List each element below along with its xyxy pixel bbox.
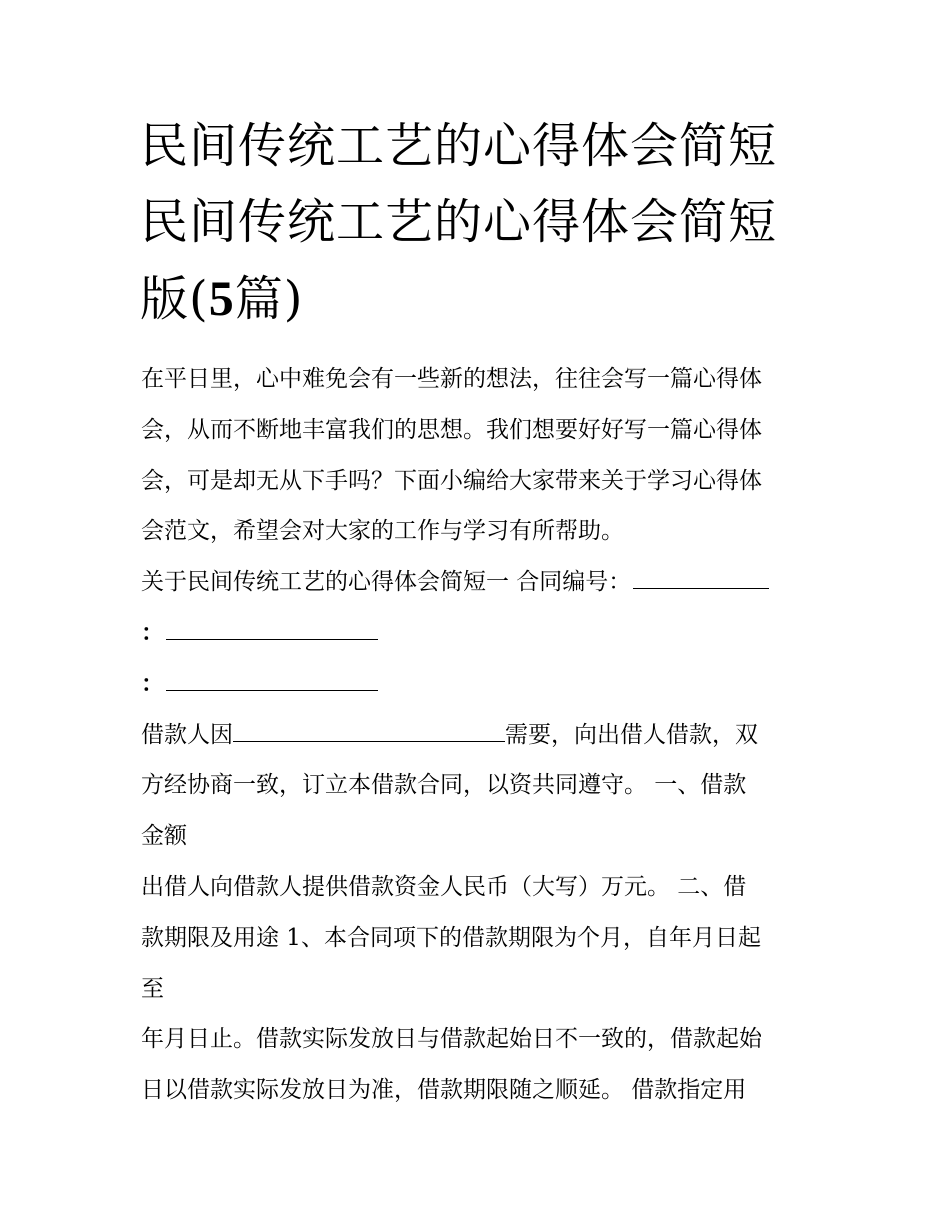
title-line-3-suffix: 篇) [234,271,304,327]
intro-line-3: 会，可是却无从下手吗？下面小编给大家带来关于学习心得体 [141,467,762,494]
title-line-2: 民间传统工艺的心得体会简短 [140,194,778,250]
term-line: 款期限及用途 1、本合同项下的借款期限为个月，自年月日起 [141,924,761,951]
to-line: 至 [141,975,164,1002]
party-b-line [141,659,821,710]
end-line: 年月日止。借款实际发放日与借款起始日不一致的，借款起始 [141,1026,762,1053]
borrower-purpose-line [141,710,821,761]
section-heading: 关于民间传统工艺的心得体会简短一 合同编号： [141,569,632,596]
party-a-blank [166,621,378,640]
borrower-suffix: 需要，向出借人借款，双 [505,721,758,748]
last-line: 日以借款实际发放日为准，借款期限随之顺延。 借款指定用 [141,1077,747,1104]
agreement-line: 方经协商一致，订立本借款合同，以资共同遵守。 一、借款 [141,772,747,799]
title-line-3 [140,260,840,337]
borrower-prefix: 借款人因 [141,721,233,748]
party-a-line [141,608,821,659]
intro-line-4: 会范文，希望会对大家的工作与学习有所帮助。 [141,518,624,545]
party-b-colon: ： [141,669,164,697]
amount-heading-line: 金额 [141,823,187,850]
title-line-3-prefix: 版( [140,271,209,327]
party-a-colon: ： [141,618,164,646]
party-b-blank [166,672,378,691]
intro-line-2: 会，从而不断地丰富我们的思想。我们想要好好写一篇心得体 [141,416,762,443]
title-count: 5 [208,270,235,326]
purpose-blank [233,723,505,742]
provide-line: 出借人向借款人提供借款资金人民币（大写）万元。 二、借 [141,873,747,900]
contract-number-blank [633,570,769,589]
document-title [140,108,840,337]
contract-number-line [141,557,821,608]
title-line-1: 民间传统工艺的心得体会简短 [140,118,778,174]
document-body [141,354,821,1116]
intro-line-1: 在平日里，心中难免会有一些新的想法，往往会写一篇心得体 [141,366,762,392]
